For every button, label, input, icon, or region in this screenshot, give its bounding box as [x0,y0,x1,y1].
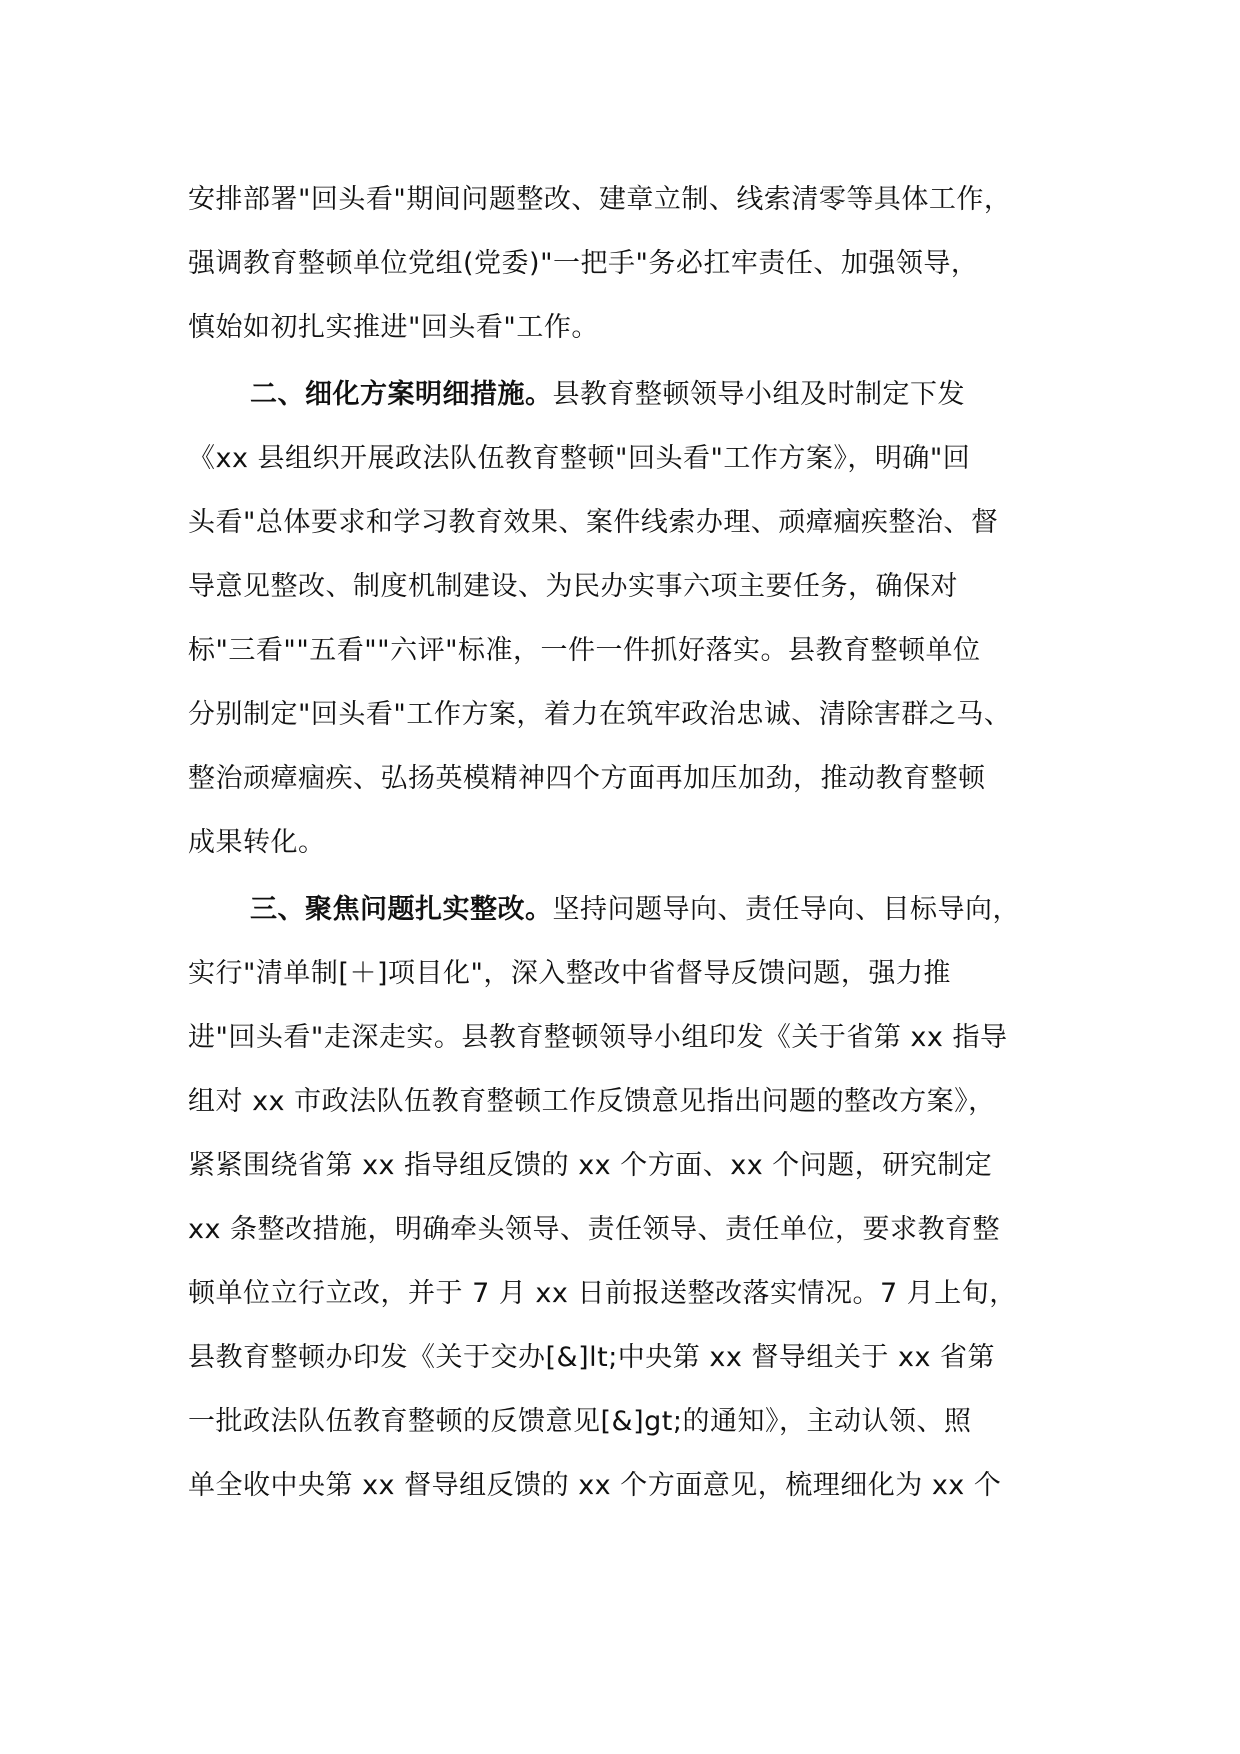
section-heading: 二、细化方案明细措施。 [250,379,553,410]
text-line: 《xx 县组织开展政法队伍教育整顿"回头看"工作方案》，明确"回 [188,443,971,474]
paragraph-2 [188,363,1068,875]
paragraph-3 [188,878,1068,1518]
text-line: 紧紧围绕省第 xx 指导组反馈的 xx 个方面、xx 个问题，研究制定 [188,1150,993,1181]
text-line [188,878,1068,942]
text-line: 头看"总体要求和学习教育效果、案件线索办理、顽瘴痼疾整治、督 [188,507,999,538]
text-line: 组对 xx 市政法队伍教育整顿工作反馈意见指出问题的整改方案》， [188,1086,996,1117]
text-line: 强调教育整顿单位党组(党委)"一把手"务必扛牢责任、加强领导， [188,248,979,279]
text-line: 单全收中央第 xx 督导组反馈的 xx 个方面意见，梳理细化为 xx 个 [188,1470,1002,1501]
text-line: 标"三看""五看""六评"标准，一件一件抓好落实。县教育整顿单位 [188,635,981,666]
text-line: 慎始如初扎实推进"回头看"工作。 [188,312,599,343]
text-line: 分别制定"回头看"工作方案，着力在筑牢政治忠诚、清除害群之马、 [188,699,1012,730]
text-line: 成果转化。 [188,827,326,858]
paragraph-1 [188,168,1068,360]
text-fragment: 县教育整顿领导小组及时制定下发 [552,379,965,410]
text-fragment: 坚持问题导向、责任导向、目标导向， [552,894,1020,925]
document-body [188,168,1068,1518]
section-heading: 三、聚焦问题扎实整改。 [250,894,553,925]
text-line: 导意见整改、制度机制建设、为民办实事六项主要任务，确保对 [188,571,958,602]
text-line: 顿单位立行立改，并于 7 月 xx 日前报送整改落实情况。7 月上旬， [188,1278,1017,1309]
text-line: 整治顽瘴痼疾、弘扬英模精神四个方面再加压加劲，推动教育整顿 [188,763,986,794]
text-line: 安排部署"回头看"期间问题整改、建章立制、线索清零等具体工作， [188,184,1012,215]
text-line: 县教育整顿办印发《关于交办[&]lt;中央第 xx 督导组关于 xx 省第 [188,1342,996,1373]
text-line: xx 条整改措施，明确牵头领导、责任领导、责任单位，要求教育整 [188,1214,1001,1245]
text-line: 实行"清单制[＋]项目化"，深入整改中省督导反馈问题，强力推 [188,958,951,989]
text-line [188,363,1068,427]
text-line: 进"回头看"走深走实。县教育整顿领导小组印发《关于省第 xx 指导 [188,1022,1008,1053]
text-line: 一批政法队伍教育整顿的反馈意见[&]gt;的通知》，主动认领、照 [188,1406,972,1437]
